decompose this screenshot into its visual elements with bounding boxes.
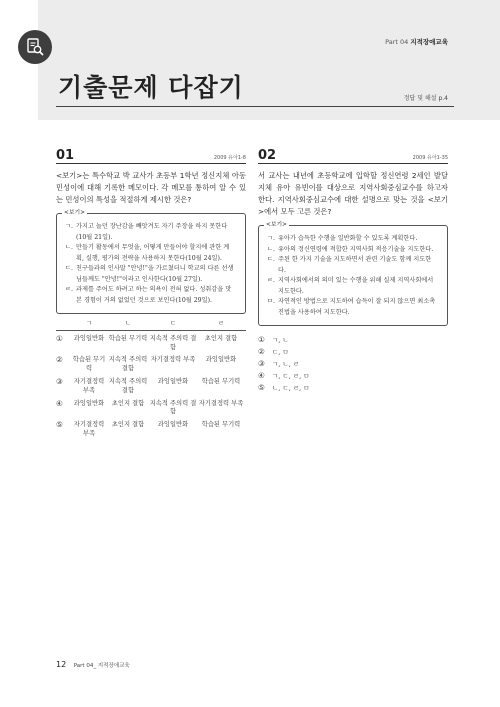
answer-option[interactable]: ④ 과잉일반화 초인지 결함 지속적 주의력 결함 자기결정력 부족 — [56, 398, 244, 416]
answer-option[interactable]: ① 과잉일반화 학습된 무기력 지속적 주의력 결함 초인지 결함 — [56, 333, 238, 351]
example-box-label: <보기> — [266, 222, 287, 228]
example-item: ㄱ. 가지고 놀던 장난감을 빼앗겨도 자기 주장을 하지 못한다(10월 21일). — [65, 223, 228, 241]
example-item: ㄴ. 만들기 활동에서 무엇을, 어떻게 만들어야 할지에 관한 계획, 실행, 평가의 전략을 사용하지 못한다(10월 24일). — [65, 244, 230, 262]
answer-option[interactable]: ① ㄱ, ㄴ — [258, 335, 289, 344]
answer-reference: 정답 및 해설 p.4 — [403, 95, 448, 102]
example-item: ㄹ. 과제를 주어도 하려고 하는 의욕이 전혀 없다. 성취감을 맛본 경험이 거의 없었던 것으로 보인다(10월 29일). — [65, 286, 232, 304]
option-table — [56, 320, 246, 439]
header-part-label — [385, 37, 448, 46]
example-item: ㄷ. 친구들과의 인사말 "안녕!"을 가르쳤더니 학교의 다른 선생님들께도 "안녕!"이라고 인사한다(10월 27일). — [65, 265, 234, 283]
question-header — [258, 150, 448, 164]
answer-option[interactable]: ③ ㄱ, ㄴ, ㄹ — [258, 359, 300, 368]
answer-option[interactable]: ④ ㄱ, ㄷ, ㄹ, ㅁ — [258, 371, 310, 380]
question-01 — [56, 150, 246, 439]
example-box-label: <보기> — [64, 210, 85, 216]
answer-option[interactable]: ② 학습된 무기력 지속적 주의력 결함 자기결정력 부족 과잉일반화 — [56, 355, 237, 373]
example-item: ㄱ. 유아가 습득한 수행을 일반화할 수 있도록 계획한다. — [267, 235, 418, 242]
example-box — [258, 222, 448, 326]
example-box — [56, 210, 246, 314]
question-source: 2009 유아1-35 — [412, 155, 448, 161]
title-divider — [56, 106, 454, 107]
page-number: 12 — [56, 660, 67, 669]
page-title: 기출문제 다잡기 — [58, 73, 244, 102]
question-number: 02 — [258, 148, 277, 163]
question-source: 2009 유아1-8 — [213, 155, 246, 161]
answer-option[interactable]: ③ 자기결정력 부족 지속적 주의력 결함 과잉일반화 학습된 무기력 — [56, 376, 241, 394]
footer-part-label: Part 04_ 지적장애교육 — [73, 663, 130, 669]
example-item: ㄹ. 지역사회에서의 의미 있는 수행을 위해 실제 지역사회에서 지도한다. — [267, 277, 434, 295]
example-item: ㄴ. 유아의 정신연령에 적합한 지역사회 적응기술을 지도한다. — [267, 245, 434, 253]
answer-option[interactable]: ⑤ 자기결정력 부족 초인지 결함 과잉일반화 학습된 무기력 — [56, 420, 241, 437]
option-table-header: ㄱ ㄴ ㄷ ㄹ — [56, 320, 246, 331]
question-stem: <보기>는 특수학교 박 교사가 초등부 1학년 정신지체 아동 민성이에 대해 기록한 메모이다. 각 메모를 통하여 알 수 있는 민성이의 특성을 적절하게 제시한 것은? — [56, 171, 246, 204]
answer-option[interactable]: ② ㄷ, ㅁ — [258, 347, 289, 356]
example-item: ㅁ. 자연적인 방법으로 지도하여 습득이 잘 되지 않으면 최소촉진법을 사용하여 지도한다. — [267, 298, 436, 316]
answer-options — [258, 334, 448, 394]
header-part: Part 04 — [385, 38, 409, 46]
question-number: 01 — [56, 148, 75, 163]
answer-option[interactable]: ⑤ ㄴ, ㄷ, ㄹ, ㅁ — [258, 383, 310, 392]
question-stem: 서 교사는 내년에 초등학교에 입학할 정신연령 2세인 발달지체 유아 유빈이를 대상으로 지역사회중심교수를 하고자 한다. 지역사회중심교수에 대한 설명으로 맞는 것을 <보기>에서 모두 고른 것은? — [258, 171, 448, 216]
page-footer — [56, 660, 130, 669]
magnifier-document-icon — [18, 30, 52, 64]
header-part-title: 지적장애교육 — [410, 38, 448, 46]
example-item: ㄷ. 주된 한 가지 기술을 지도하면서 관련 기술도 함께 지도한다. — [267, 256, 432, 274]
question-header — [56, 150, 246, 164]
question-02 — [258, 150, 448, 394]
